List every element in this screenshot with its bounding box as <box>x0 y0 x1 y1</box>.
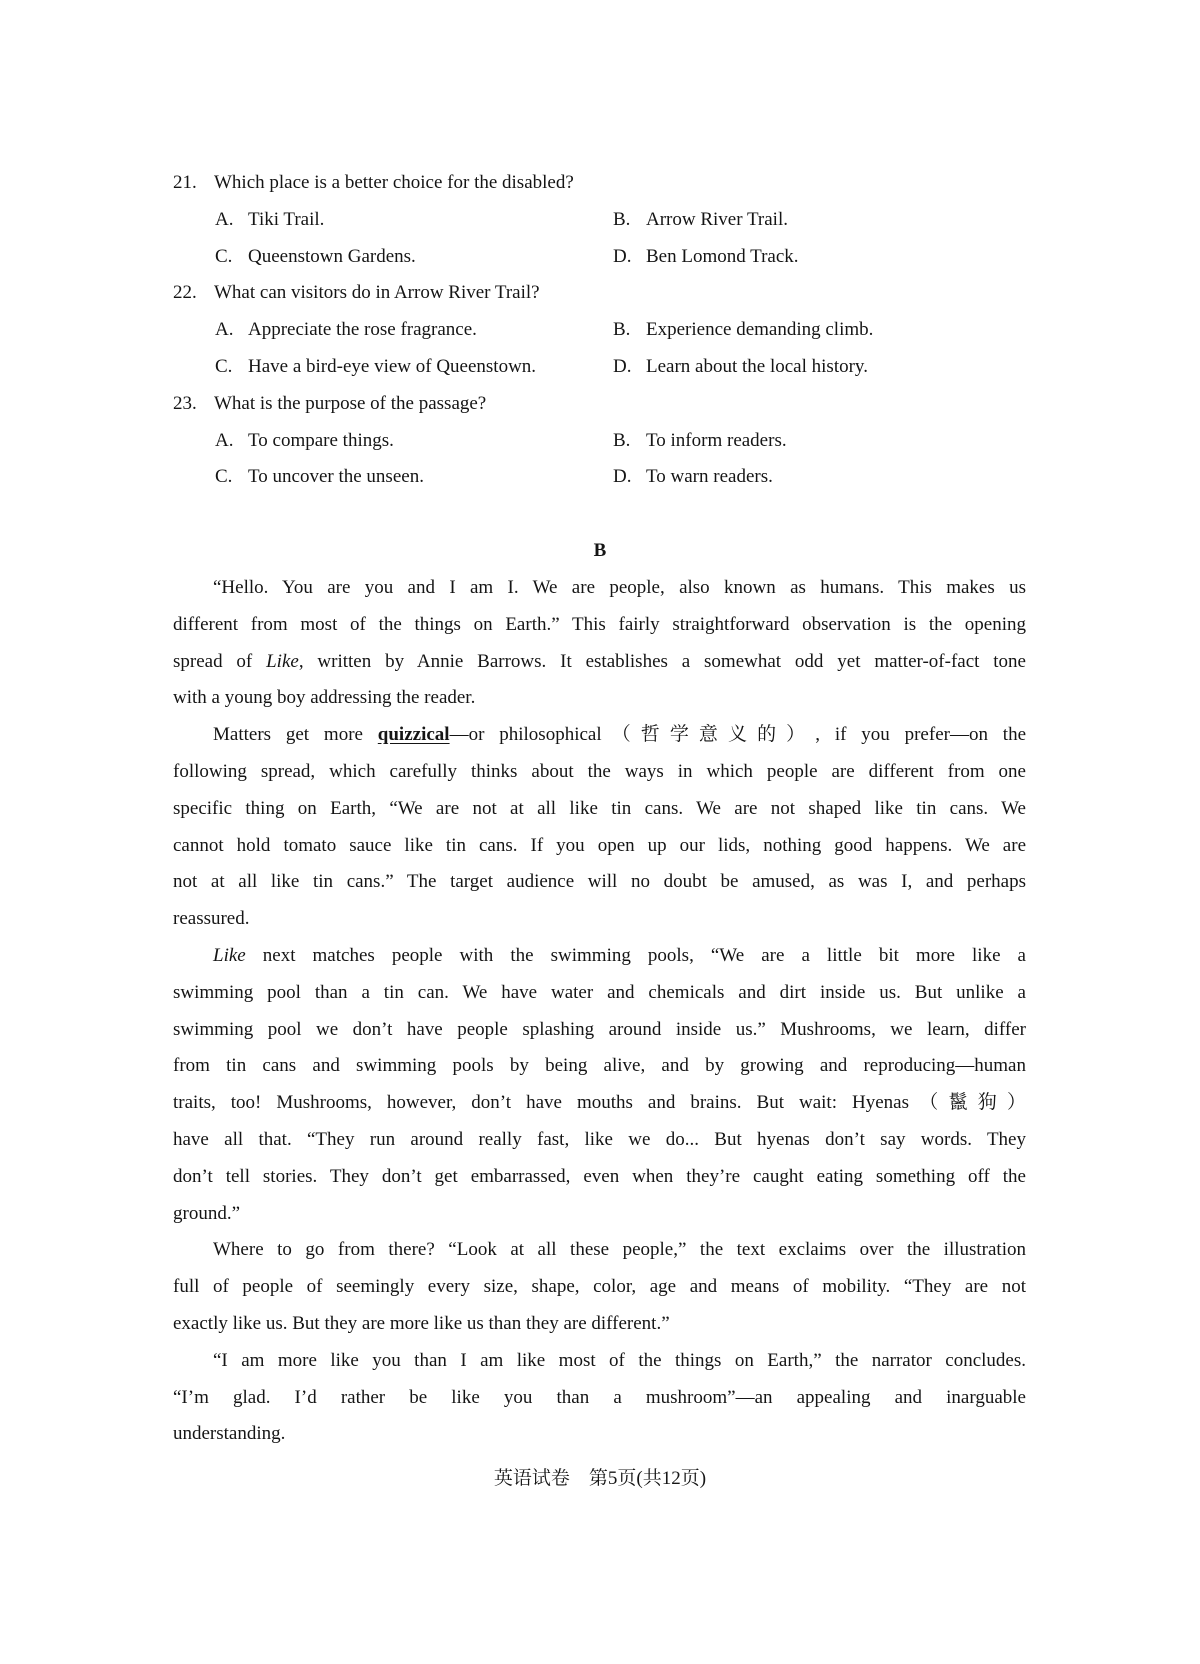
option-text: To inform readers. <box>646 429 787 451</box>
question-number: 21. <box>173 172 197 193</box>
option-row <box>173 423 1026 460</box>
text-segment: “I’m glad. I’d rather be like you than a mushroom”—an appealing and inarguable <box>173 1386 1026 1408</box>
question-stem: What can visitors do in Arrow River Trail? <box>214 282 540 304</box>
highlighted-word: quizzical <box>377 724 450 746</box>
option-letter: A. <box>215 429 234 451</box>
text-segment: specific thing on Earth, “We are not at all like tin cans. We are not shaped like tin cans. We <box>173 797 1026 819</box>
text-line <box>173 864 1026 901</box>
text-line <box>173 754 1026 791</box>
option-text: Appreciate the rose fragrance. <box>248 319 477 341</box>
text-line <box>173 717 1026 754</box>
option-a <box>215 312 477 349</box>
text-line <box>173 1159 1026 1196</box>
option-b <box>613 202 788 239</box>
option-row <box>173 239 1026 276</box>
paragraph <box>173 717 1026 938</box>
paragraph <box>173 1343 1026 1453</box>
text-line <box>173 644 1026 681</box>
option-letter: B. <box>613 319 631 341</box>
paragraph <box>173 938 1026 1232</box>
text-line <box>173 1380 1026 1417</box>
option-letter: A. <box>215 208 234 230</box>
option-text: To compare things. <box>248 429 394 451</box>
text-line <box>173 1343 1026 1380</box>
option-d <box>613 239 799 276</box>
option-text: Have a bird-eye view of Queenstown. <box>248 355 537 377</box>
text-segment: with a young boy addressing the reader. <box>173 687 476 709</box>
section-heading: B <box>593 540 607 561</box>
option-d <box>613 459 773 496</box>
option-row <box>173 312 1026 349</box>
text-line <box>173 1306 1026 1343</box>
option-letter: D. <box>613 245 632 267</box>
option-a <box>215 202 324 239</box>
text-segment: next matches people with the swimming pools, “We are a little bit more like a <box>245 944 1026 966</box>
text-segment: full of people of seemingly every size, shape, color, age and means of mobility. “They are not <box>173 1276 1026 1298</box>
option-text: Queenstown Gardens. <box>248 245 416 267</box>
text-segment: reassured. <box>173 908 250 930</box>
paragraph <box>173 1232 1026 1342</box>
text-line <box>173 1416 1026 1453</box>
question-stem-line <box>173 275 1026 312</box>
text-segment: Where to go from there? “Look at all these people,” the text exclaims over the illustration <box>213 1239 1026 1261</box>
option-b <box>613 312 873 349</box>
option-letter: C. <box>215 355 233 377</box>
option-text: To warn readers. <box>646 466 773 488</box>
option-text: Arrow River Trail. <box>646 208 788 230</box>
text-line <box>173 1269 1026 1306</box>
text-line <box>173 1085 1026 1122</box>
option-letter: B. <box>613 208 631 230</box>
text-segment: don’t tell stories. They don’t get embarrassed, even when they’re caught eating something off the <box>173 1165 1026 1187</box>
option-row <box>173 202 1026 239</box>
text-segment: swimming pool than a tin can. We have water and chemicals and dirt inside us. But unlike a <box>173 981 1026 1003</box>
option-letter: D. <box>613 355 632 377</box>
text-segment: not at all like tin cans.” The target audience will no doubt be amused, as was I, and perhaps <box>173 871 1026 893</box>
option-letter: A. <box>215 319 234 341</box>
text-segment: cannot hold tomato sauce like tin cans. If you open up our lids, nothing good happens. We are <box>173 834 1026 856</box>
text-line <box>173 828 1026 865</box>
option-text: Tiki Trail. <box>248 208 325 230</box>
text-segment: —or philosophical（哲学意义的）, if you prefer—on the <box>449 724 1027 746</box>
book-title: Like <box>213 944 246 966</box>
question-stem-line <box>173 165 1026 202</box>
text-segment: Matters get more <box>213 724 378 746</box>
option-b <box>613 423 787 460</box>
text-segment: , written by Annie Barrows. It establishes a somewhat odd yet matter-of-fact tone <box>298 650 1026 672</box>
question-stem: Which place is a better choice for the disabled? <box>214 172 574 193</box>
question-block <box>173 165 1026 496</box>
text-segment: spread of <box>173 650 267 672</box>
option-text: To uncover the unseen. <box>248 466 424 488</box>
reading-passage <box>173 570 1026 1453</box>
text-segment: traits, too! Mushrooms, however, don’t have mouths and brains. But wait: Hyenas（鬣狗） <box>173 1092 1026 1114</box>
option-d <box>613 349 868 386</box>
option-text: Experience demanding climb. <box>646 319 874 341</box>
text-line <box>173 1012 1026 1049</box>
text-segment: “Hello. You are you and I am I. We are people, also known as humans. This makes us <box>213 577 1026 598</box>
option-a <box>215 423 394 460</box>
question-number: 23. <box>173 392 197 414</box>
option-text: Ben Lomond Track. <box>646 245 799 267</box>
text-segment: following spread, which carefully thinks about the ways in which people are different from one <box>173 760 1026 782</box>
option-letter: D. <box>613 466 632 488</box>
paragraph <box>173 570 1026 717</box>
book-title: Like <box>266 650 299 672</box>
text-segment: swimming pool we don’t have people splashing around inside us.” Mushrooms, we learn, differ <box>173 1018 1026 1040</box>
option-letter: C. <box>215 466 233 488</box>
text-line <box>173 1122 1026 1159</box>
question-stem-line <box>173 386 1026 423</box>
text-segment: understanding. <box>173 1423 286 1445</box>
option-text: Learn about the local history. <box>646 355 868 377</box>
text-line <box>173 975 1026 1012</box>
text-line <box>173 680 1026 717</box>
option-letter: C. <box>215 245 233 267</box>
text-line <box>173 901 1026 938</box>
text-line <box>173 1232 1026 1269</box>
text-segment: from tin cans and swimming pools by being alive, and by growing and reproducing—human <box>173 1055 1026 1077</box>
text-line <box>173 938 1026 975</box>
option-row <box>173 459 1026 496</box>
text-line <box>173 1196 1026 1233</box>
text-segment: have all that. “They run around really fast, like we do... But hyenas don’t say words. They <box>173 1128 1026 1150</box>
question-stem: What is the purpose of the passage? <box>214 392 487 414</box>
text-line <box>173 1048 1026 1085</box>
text-segment: different from most of the things on Earth.” This fairly straightforward observation is the opening <box>173 613 1026 635</box>
option-c <box>215 459 424 496</box>
page-footer: 英语试卷 第5页(共12页) <box>493 1468 707 1489</box>
text-segment: exactly like us. But they are more like us than they are different.” <box>173 1312 670 1334</box>
option-letter: B. <box>613 429 631 451</box>
option-row <box>173 349 1026 386</box>
text-segment: ground.” <box>173 1202 241 1224</box>
question-number: 22. <box>173 282 197 304</box>
option-c <box>215 239 416 276</box>
text-segment: “I am more like you than I am like most of the things on Earth,” the narrator concludes. <box>213 1349 1026 1371</box>
option-c <box>215 349 536 386</box>
text-line <box>173 607 1026 644</box>
text-line <box>173 570 1026 607</box>
text-line <box>173 791 1026 828</box>
